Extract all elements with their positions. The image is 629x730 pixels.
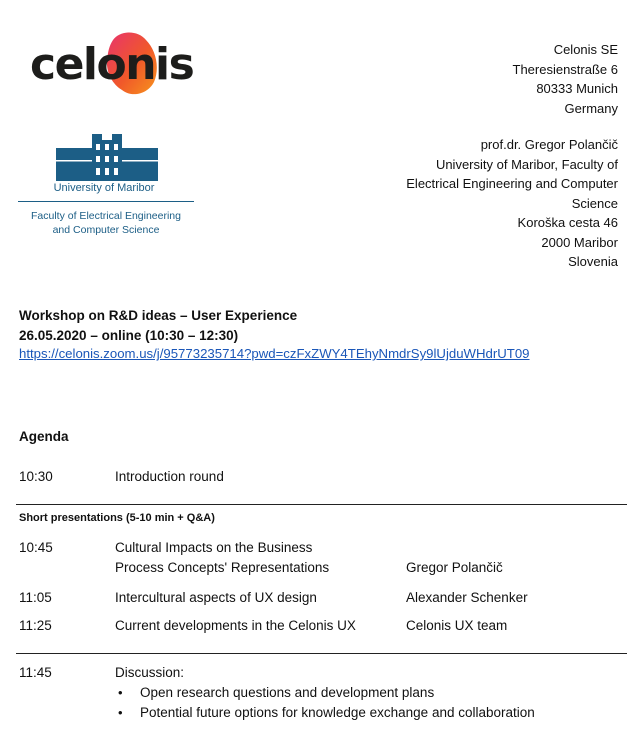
agenda-time: 10:30 bbox=[19, 469, 53, 484]
agenda-time: 11:45 bbox=[19, 665, 52, 680]
agenda-time: 11:25 bbox=[19, 618, 52, 633]
agenda-speaker: Celonis UX team bbox=[406, 618, 508, 633]
university-name: University of Maribor bbox=[53, 182, 155, 194]
recipient-line: Koroška cesta 46 bbox=[517, 215, 618, 230]
agenda-heading: Agenda bbox=[19, 429, 69, 444]
agenda-item-title: Current developments in the Celonis UX bbox=[115, 618, 356, 633]
workshop-title: Workshop on R&D ideas – User Experience bbox=[19, 308, 298, 323]
bullet-text: Open research questions and development plans bbox=[140, 685, 435, 700]
recipient-address bbox=[406, 135, 618, 272]
recipient-line: Electrical Engineering and Computer bbox=[406, 176, 618, 191]
university-building-icon bbox=[56, 134, 158, 181]
recipient-line: University of Maribor, Faculty of bbox=[435, 156, 618, 172]
agenda-item-title bbox=[115, 538, 329, 578]
recipient-line: Slovenia bbox=[568, 254, 618, 269]
faculty-name bbox=[18, 210, 194, 237]
workshop-title-block bbox=[19, 306, 297, 346]
bullet-icon: • bbox=[118, 685, 123, 700]
recipient-line: 2000 Maribor bbox=[541, 234, 618, 250]
celonis-logo-text: celonis bbox=[30, 39, 194, 90]
agenda-item-title-line: Process Concepts' Representations bbox=[115, 560, 330, 575]
agenda-speaker: Gregor Polančič bbox=[406, 560, 503, 575]
sender-line: 80333 Munich bbox=[536, 81, 618, 96]
faculty-line: and Computer Science bbox=[52, 223, 160, 236]
recipient-line: Science bbox=[571, 195, 618, 211]
sender-line: Theresienstraße 6 bbox=[512, 61, 618, 77]
agenda-item-title: Discussion: bbox=[115, 665, 185, 680]
logo-divider bbox=[18, 201, 194, 202]
section-divider bbox=[16, 653, 627, 654]
zoom-link[interactable]: https://celonis.zoom.us/j/95773235714?pwd=czFxZWY4TEhyNmdrSy9lUjduWHdrUT09 bbox=[19, 346, 530, 361]
agenda-time: 11:05 bbox=[19, 590, 52, 605]
sender-line: Germany bbox=[564, 100, 618, 116]
sender-line: Celonis SE bbox=[553, 42, 618, 57]
recipient-line: prof.dr. Gregor Polančič bbox=[480, 137, 618, 152]
agenda-speaker: Alexander Schenker bbox=[406, 590, 528, 605]
faculty-line: Faculty of Electrical Engineering bbox=[31, 210, 181, 222]
section-divider bbox=[16, 504, 627, 505]
bullet-text: Potential future options for knowledge exchange and collaboration bbox=[140, 705, 535, 720]
agenda-item-title-line: Cultural Impacts on the Business bbox=[115, 540, 313, 555]
agenda-time: 10:45 bbox=[19, 540, 53, 555]
agenda-item-title: Intercultural aspects of UX design bbox=[115, 590, 317, 605]
sender-address bbox=[513, 40, 619, 118]
workshop-date: 26.05.2020 – online (10:30 – 12:30) bbox=[19, 328, 239, 343]
bullet-icon: • bbox=[118, 705, 123, 720]
section-label: Short presentations (5-10 min + Q&A) bbox=[19, 512, 215, 524]
agenda-item-title: Introduction round bbox=[115, 469, 224, 484]
